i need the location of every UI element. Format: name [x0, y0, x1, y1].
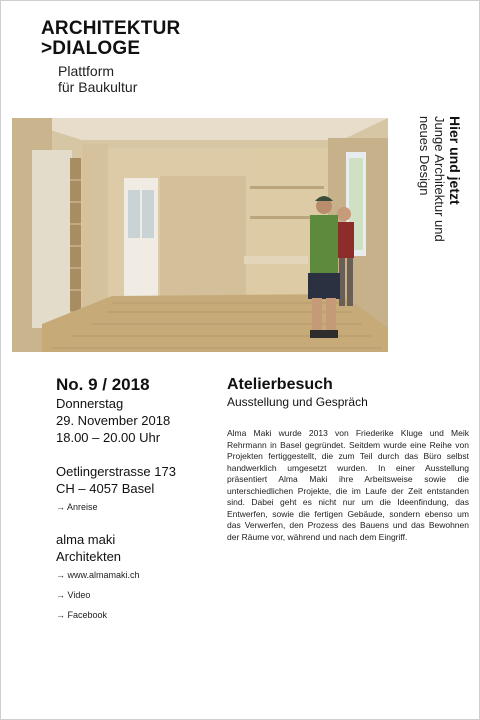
tagline-line-1: Plattform [58, 63, 115, 79]
host-subtitle: Architekten [56, 549, 122, 564]
side-title-bold: Hier und jetzt [447, 116, 463, 205]
host-name: alma maki [56, 532, 116, 547]
brand-tagline [58, 63, 137, 95]
brand-line-1: ARCHITEKTUR [41, 18, 181, 39]
event-time: 18.00 – 20.00 Uhr [56, 430, 161, 445]
brand-logo[interactable] [41, 19, 180, 59]
directions-link[interactable]: → Anreise [56, 502, 98, 512]
facebook-link[interactable]: → Facebook [56, 610, 108, 620]
side-title-vertical [417, 116, 463, 242]
address-city: CH – 4057 Basel [56, 481, 155, 496]
side-title-line-3: neues Design [417, 116, 432, 196]
event-day: Donnerstag [56, 396, 124, 411]
video-link[interactable]: → Video [56, 590, 91, 600]
article-subtitle: Ausstellung und Gespräch [227, 395, 368, 409]
website-link[interactable]: → www.almamaki.ch [56, 570, 140, 580]
event-details [56, 375, 226, 621]
brand-line-2: >DIALOGE [41, 38, 141, 59]
article-title: Atelierbesuch [227, 376, 333, 393]
article [227, 375, 469, 543]
tagline-line-2: für Baukultur [58, 79, 138, 95]
article-body: Alma Maki wurde 2013 von Friederike Kluge und Meik Rehrmann in Basel gegründet. Seitdem wurde eine Reihe von Projekten fertiggestellt, die zum Teil durch das Büro selbst handwerklich umgesetzt wurden. In einer Ausstellung präsentiert Alma Maki ihre Arbeitsweise sowie die unterschiedlichen Projekte, die im Laufe der Zeit entstanden sind. Dabei geht es nicht nur um die Ideenfindung, das Entwerfen, sowie die fertigen Gebäude, sondern ebenso um das Verwerfen, den Prozess des Bauens und das Bewohnen der Räume vor, während und nach dem Eingriff. [227, 428, 469, 542]
address-street: Oetlingerstrasse 173 [56, 464, 176, 479]
issue-number: No. 9 / 2018 [56, 375, 150, 394]
interior-photo-illustration [12, 118, 388, 352]
event-date: 29. November 2018 [56, 413, 171, 428]
side-title-line-2: Junge Architektur und [432, 116, 447, 242]
interior-photo [12, 118, 388, 352]
